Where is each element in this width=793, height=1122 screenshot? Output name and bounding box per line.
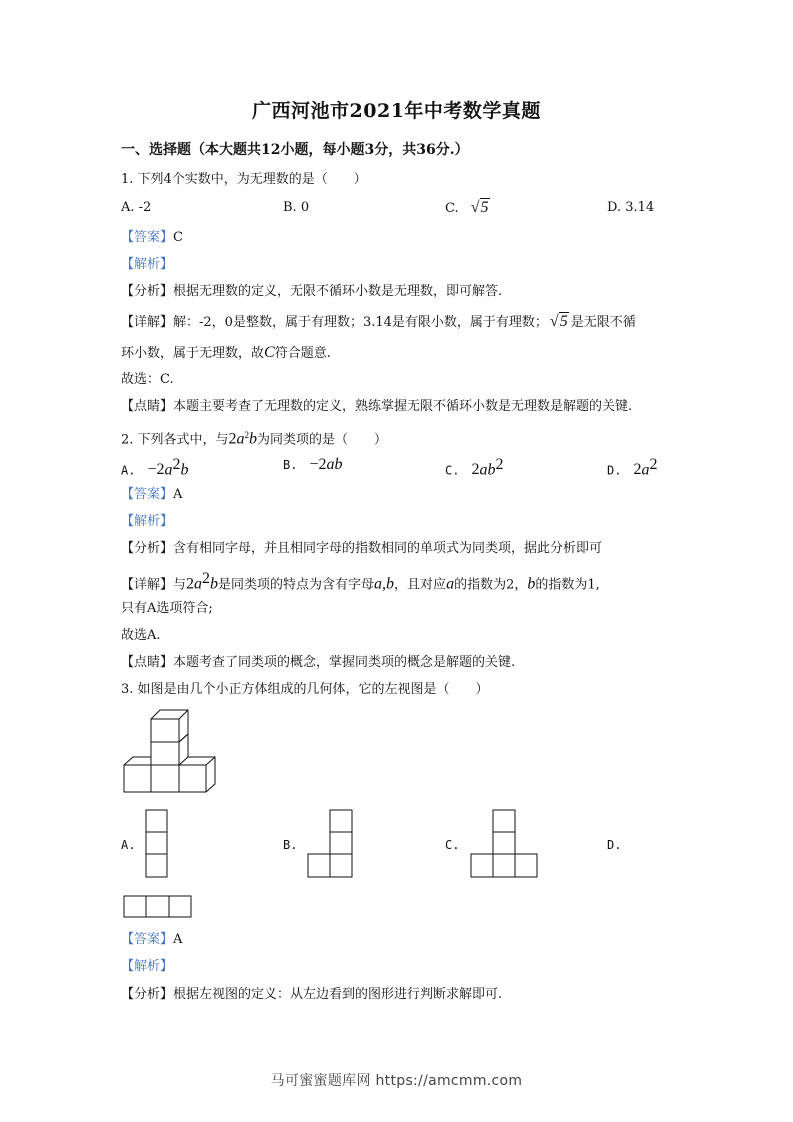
q1-choose: 故选：C.: [121, 372, 174, 387]
q1-fenxi: [121, 283, 502, 301]
q2-detail-e: 的指数为1,: [535, 577, 600, 593]
q1-option-c-radicand: 5: [480, 199, 489, 216]
q1-detail-line1: [121, 313, 636, 332]
q3-option-c-label: C.: [445, 838, 460, 852]
q1-detail-var: C: [264, 344, 275, 361]
q1-answer-value: C: [173, 230, 183, 245]
answer-tag: 【答案】: [121, 487, 174, 502]
page-title: 广西河池市2021年中考数学真题: [252, 100, 541, 122]
analysis-tag: 【解析】: [121, 257, 174, 272]
q3-analysis-tag: [121, 958, 173, 976]
q2-option-c-exp: 2: [495, 456, 504, 473]
q2-option-b-label: B.: [283, 458, 298, 472]
q1-fenxi-text: 根据无理数的定义，无限不循环小数是无理数，即可解答.: [173, 284, 503, 299]
dianjing-tag: 【点睛】: [121, 655, 174, 670]
q2-dianjing-text: 本题考查了同类项的概念，掌握同类项的概念是解题的关键.: [173, 655, 516, 670]
analysis-tag: 【解析】: [121, 514, 174, 529]
q2-option-b-coef: −2: [309, 456, 327, 473]
cube-solid-figure: [118, 706, 220, 798]
q2-detail-c: ，且对应: [394, 577, 447, 593]
q2-detail-d: 的指数为2，: [454, 577, 528, 593]
dianjing-tag: 【点睛】: [121, 399, 174, 414]
q2-detail-var-b: b: [210, 575, 219, 593]
q2-stem: [121, 426, 387, 449]
q3-option-d-figure: [123, 895, 194, 919]
q2-detail-a: 与: [173, 577, 187, 593]
q2-option-d-exp: 2: [649, 456, 658, 473]
q3-option-a-label: A.: [121, 838, 136, 852]
q2-detail-line1: [121, 570, 600, 594]
q2-option-d-label: D.: [607, 463, 622, 478]
analysis-tag: 【解析】: [121, 959, 174, 974]
q2-detail-var-a2: a: [446, 575, 455, 593]
q2-choose: 故选A.: [121, 628, 161, 643]
sqrt-symbol: √5: [549, 313, 568, 330]
q1-detail-b: 是无限不循: [570, 315, 636, 330]
q2-option-d-v1: a: [641, 461, 650, 479]
q2-stem-b: 为同类项的是（ ）: [257, 432, 388, 448]
q2-answer: [121, 486, 182, 504]
q2-option-a-coef: −2: [147, 461, 165, 479]
q1-option-d: D. 3.14: [607, 200, 655, 215]
q2-stem-var-a: a: [236, 430, 245, 448]
q1-answer: [121, 229, 183, 247]
q1-detail-a: 解：-2，0是整数，属于有理数；3.14是有限小数，属于有理数；: [173, 315, 548, 330]
detail-tag: 【详解】: [121, 315, 174, 330]
q3-answer: [121, 931, 182, 949]
q2-option-a-v1: a: [164, 461, 173, 479]
q2-dianjing: [121, 654, 515, 672]
q2-option-d: [607, 456, 657, 480]
q2-option-a: [121, 456, 188, 480]
q2-detail-vars: a,b: [374, 575, 395, 593]
answer-tag: 【答案】: [121, 230, 174, 245]
q3-option-c-figure: [469, 809, 540, 879]
detail-tag: 【详解】: [121, 577, 174, 593]
q1-option-b: B. 0: [283, 200, 310, 215]
q2-detail-var-a: a: [194, 575, 203, 593]
q1-option-c-label: C.: [445, 201, 459, 216]
q2-stem-coef: 2: [228, 430, 237, 448]
q2-stem-a: 2. 下列各式中，与: [121, 432, 229, 448]
q1-detail-d: 符合题意.: [274, 346, 331, 361]
q2-option-c-label: C.: [445, 463, 460, 478]
q1-detail-c: 环小数，属于无理数，故: [121, 346, 265, 361]
q2-option-a-exp: 2: [172, 456, 181, 473]
q3-fenxi-text: 根据左视图的定义：从左边看到的图形进行判断求解即可.: [173, 987, 503, 1002]
q1-option-c: [445, 199, 490, 218]
q2-option-c: [445, 456, 503, 480]
q1-detail-radicand: 5: [559, 313, 568, 330]
q2-detail-exp: 2: [202, 570, 211, 587]
fenxi-tag: 【分析】: [121, 987, 174, 1002]
q2-option-c-v1: ab: [479, 461, 496, 479]
q2-option-b: [283, 456, 342, 475]
section-heading: 一、选择题（本大题共12小题，每小题3分，共36分.）: [121, 142, 469, 158]
q3-fenxi: [121, 986, 502, 1004]
q3-stem: 3. 如图是由几个小正方体组成的几何体，它的左视图是（ ）: [121, 682, 489, 697]
q1-stem: 1. 下列4个实数中，为无理数的是（ ）: [121, 172, 367, 187]
q2-analysis-tag: [121, 513, 173, 531]
footer-watermark: 马可蜜蜜题库网 https://amcmm.com: [270, 1073, 523, 1089]
q3-option-d-label: D.: [607, 838, 622, 852]
q1-option-a: A. -2: [121, 200, 152, 215]
q3-option-b-figure: [306, 809, 354, 879]
q2-detail-var-b2: b: [527, 575, 536, 593]
q2-detail-coef: 2: [186, 575, 195, 593]
answer-tag: 【答案】: [121, 932, 174, 947]
q2-detail-b: 是同类项的特点为含有字母: [218, 577, 375, 593]
q2-fenxi-text: 含有相同字母，并且相同字母的指数相同的单项式为同类项，据此分析即可: [173, 541, 603, 556]
fenxi-tag: 【分析】: [121, 284, 174, 299]
q1-analysis-tag: [121, 256, 173, 274]
q2-detail-line2: 只有A选项符合;: [121, 601, 213, 616]
q2-option-d-coef: 2: [633, 461, 642, 479]
q2-stem-var-b: b: [249, 430, 258, 448]
sqrt-symbol: √5: [470, 199, 489, 216]
q1-dianjing: [121, 398, 632, 416]
q3-answer-value: A: [173, 932, 183, 947]
q2-option-a-v2: b: [180, 461, 189, 479]
fenxi-tag: 【分析】: [121, 541, 174, 556]
q2-option-b-v1: ab: [326, 456, 343, 473]
q1-detail-line2: [121, 344, 331, 363]
q3-option-a-figure: [145, 809, 169, 879]
q2-answer-value: A: [173, 487, 183, 502]
q2-stem-exp: 2: [244, 430, 250, 440]
q3-option-b-label: B.: [283, 838, 298, 852]
q2-option-c-coef: 2: [471, 461, 480, 479]
q2-fenxi: [121, 540, 602, 558]
q1-dianjing-text: 本题主要考查了无理数的定义，熟练掌握无限不循环小数是无理数是解题的关键.: [173, 399, 633, 414]
q2-option-a-label: A.: [121, 463, 136, 478]
